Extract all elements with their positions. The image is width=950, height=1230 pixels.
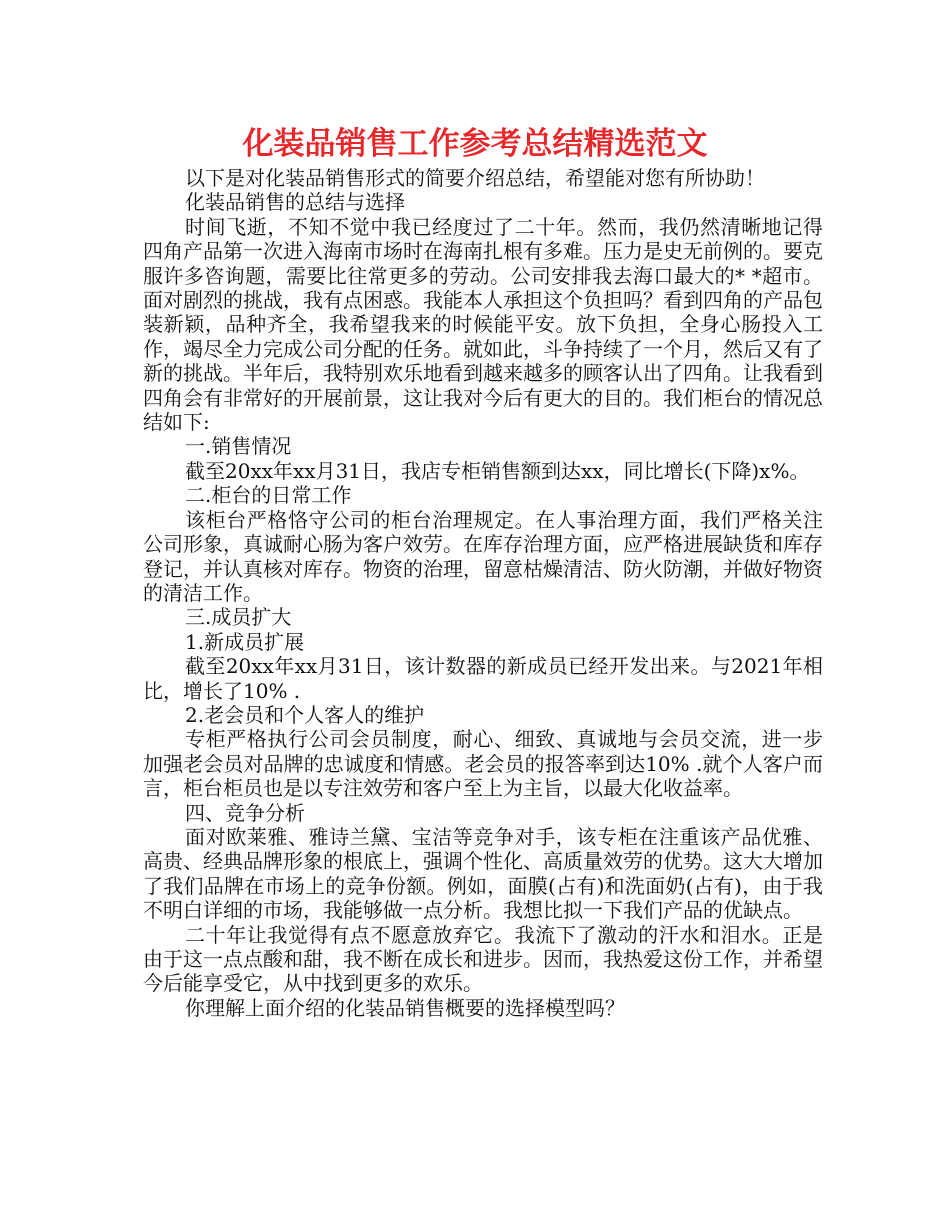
paragraph-subtitle: 化装品销售的总结与选择 xyxy=(185,190,405,215)
heading-daily-work: 二.柜台的日常工作 xyxy=(185,483,352,508)
heading-member-maintenance: 2.老会员和个人客人的维护 xyxy=(185,702,425,727)
paragraph-competition: 面对欧莱雅、雅诗兰黛、宝洁等竞争对手，该专柜在注重该产品优雅、高贵、经典品牌形象的根底上，强调个性化、高质量效劳的优势。这大大增加了我们品牌在市场上的竞争份额。例如，面膜(占有)和洗面奶(占有)，由于我不明白详细的市场，我能够做一点分析。我想比拟一下我们产品的优缺点。 xyxy=(143,824,823,923)
heading-members: 三.成员扩大 xyxy=(185,605,292,630)
document-title: 化装品销售工作参考总结精选范文 xyxy=(242,126,708,162)
paragraph-opening: 时间飞逝，不知不觉中我已经度过了二十年。然而，我仍然清晰地记得四角产品第一次进入海南市场时在海南扎根有多难。压力是史无前例的。要克服许多咨询题，需要比往常更多的劳动。公司安排我去海口最大的* *超市。面对剧烈的挑战，我有点困惑。我能本人承担这个负担吗？看到四角的产品包装新颖，品种齐全，我希望我来的时候能平安。放下负担，全身心肠投入工作，竭尽全力完成公司分配的任务。就如此，斗争持续了一个月，然后又有了新的挑战。半年后，我特别欢乐地看到越来越多的顾客认出了四角。让我看到四角会有非常好的开展前景，这让我对今后有更大的目的。我们柜台的情况总结如下: xyxy=(143,214,823,435)
paragraph-member-maintenance: 专柜严格执行公司会员制度，耐心、细致、真诚地与会员交流，进一步加强老会员对品牌的忠诚度和情感。老会员的报答率到达10% .就个人客户而言，柜台柜员也是以专注效劳和客户至上为主旨，以最大化收益率。 xyxy=(143,727,823,801)
heading-new-members: 1.新成员扩展 xyxy=(185,629,305,654)
heading-competition: 四、竞争分析 xyxy=(185,800,305,825)
document-body xyxy=(143,166,823,1020)
paragraph-sales: 截至20xx年xx月31日，我店专柜销售额到达xx，同比增长(下降)x%。 xyxy=(185,458,810,483)
paragraph-closing: 二十年让我觉得有点不愿意放弃它。我流下了激动的汗水和泪水。正是由于这一点点酸和甜，我不断在成长和进步。因而，我热爱这份工作，并希望今后能享受它，从中找到更多的欢乐。 xyxy=(143,922,823,996)
paragraph-daily-work: 该柜台严格恪守公司的柜台治理规定。在人事治理方面，我们严格关注公司形象，真诚耐心肠为客户效劳。在库存治理方面，应严格进展缺货和库存登记，并认真核对库存。物资的治理，留意枯燥清洁、防火防潮，并做好物资的清洁工作。 xyxy=(143,507,823,605)
paragraph-intro: 以下是对化装品销售形式的简要介绍总结，希望能对您有所协助！ xyxy=(185,166,765,190)
paragraph-question: 你理解上面介绍的化装品销售概要的选择模型吗？ xyxy=(185,995,625,1020)
heading-sales: 一.销售情况 xyxy=(185,434,292,459)
paragraph-new-members: 截至20xx年xx月31日，该计数器的新成员已经开发出来。与2021年相比，增长了10% . xyxy=(143,654,823,703)
